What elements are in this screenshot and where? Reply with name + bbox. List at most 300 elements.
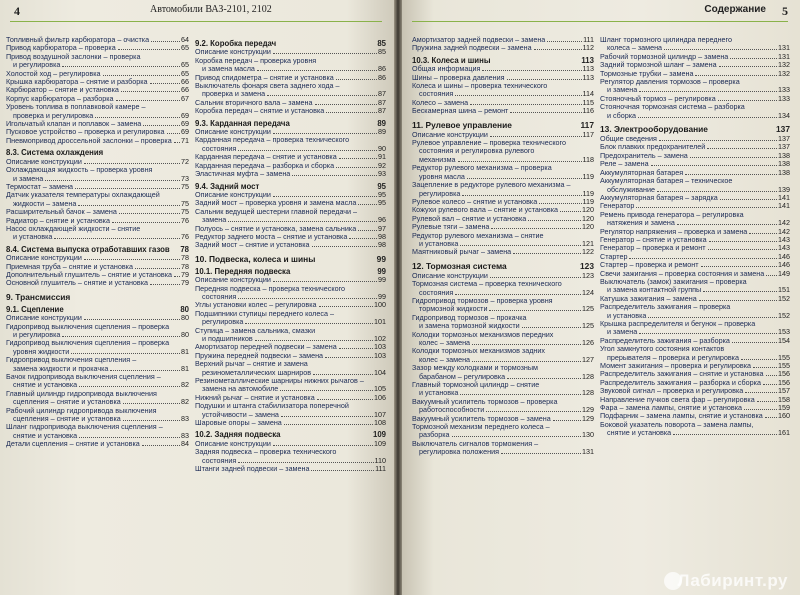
dot-leader (228, 221, 377, 222)
dot-leader (339, 348, 373, 349)
left-page (0, 0, 394, 595)
toc-page-number: 91 (378, 152, 386, 162)
dot-leader (763, 384, 777, 385)
toc-page-number: 160 (778, 411, 790, 421)
dot-leader (142, 445, 180, 446)
dot-leader (639, 333, 777, 334)
toc-entry (6, 440, 189, 448)
toc-page-number: 161 (778, 428, 790, 438)
dot-leader (539, 203, 581, 204)
toc-entry-title: 10.3. Колеса и шины (412, 55, 491, 65)
toc-entry-title: Предохранитель – замена (600, 150, 688, 160)
dot-leader (472, 344, 581, 345)
toc-entry-title: Рулевое управление – проверка технического (412, 138, 567, 148)
toc-entry-title: Корпус карбюратора – разборка (6, 93, 114, 103)
toc-entry-title: сцепления – снятие и установка (13, 397, 121, 407)
toc-entry-title: Приемная труба – снятие и установка (6, 261, 133, 271)
toc-entry-title: состояния (202, 291, 237, 301)
dot-leader (273, 196, 377, 197)
toc-entry-title: Рулевой вал – снятие и установка (412, 213, 527, 223)
dot-leader (462, 195, 581, 196)
dot-leader (273, 133, 377, 134)
dot-leader (151, 41, 180, 42)
dot-leader (273, 445, 373, 446)
dot-leader (62, 66, 180, 67)
toc-entry (6, 233, 189, 241)
toc-page-number: 95 (377, 181, 386, 191)
toc-entry-title: работоспособности (419, 405, 485, 415)
dot-leader (267, 95, 377, 96)
dot-leader (629, 258, 777, 259)
toc-page-number: 76 (181, 232, 189, 242)
toc-entry-title: Рулевые тяги – замена (412, 222, 490, 232)
toc-page-number: 89 (377, 118, 386, 128)
toc-entry-title: и замена масла (202, 64, 255, 74)
toc-entry-title: Верхний рычаг – снятие и замена (195, 359, 308, 369)
toc-page-number: 90 (378, 143, 386, 153)
dot-leader (522, 327, 581, 328)
dot-leader (116, 100, 180, 101)
toc-entry-title: Гидропривод выключения сцепления – проверка (6, 321, 170, 331)
dot-leader (534, 49, 582, 50)
dot-leader (741, 359, 777, 360)
toc-entry-title: и замена контактной группы (607, 285, 702, 295)
toc-page-number: 108 (374, 418, 386, 428)
dot-leader (311, 470, 374, 471)
toc-entry-title: Регулятор давления тормозов – проверка (600, 77, 740, 87)
dot-leader (695, 75, 777, 76)
toc-page-number: 98 (378, 231, 386, 241)
page-number-right: 5 (782, 4, 788, 18)
dot-leader (720, 199, 777, 200)
toc-page-number: 92 (378, 160, 386, 170)
toc-entry-title: Игольчатый клапан и поплавок – замена (6, 119, 142, 129)
toc-page-number: 72 (181, 156, 189, 166)
toc-page-number: 143 (778, 234, 790, 244)
toc-entry-title: Главный цилиндр гидропривода выключения (6, 388, 157, 398)
toc-page-number: 110 (374, 455, 386, 465)
toc-page-number: 87 (378, 97, 386, 107)
toc-entry (412, 448, 594, 456)
toc-entry-title: Вакуумный усилитель тормозов – проверка (412, 396, 558, 406)
toc-entry-title: 8.4. Система выпуска отработавших газов (6, 244, 170, 254)
toc-page-number: 75 (181, 207, 189, 217)
toc-entry-title: Коробка передач – снятие и установка (195, 106, 325, 116)
toc-entry-title: Звуковой сигнал – проверка и регулировка (600, 386, 744, 396)
toc-page-number: 75 (181, 198, 189, 208)
toc-page-number: 146 (778, 260, 790, 270)
toc-page-number: 137 (778, 142, 790, 152)
toc-page-number: 64 (181, 35, 189, 44)
toc-page-number: 134 (778, 110, 790, 120)
toc-entry-title: 10. Подвеска, колеса и шины (195, 253, 316, 264)
dot-leader (325, 357, 373, 358)
toc-entry-title: Уровень топлива в поплавковой камере – (6, 102, 146, 112)
toc-entry-title: и регулировка (13, 60, 61, 70)
toc-entry (195, 170, 386, 178)
toc-entry-title: 9.1. Сцепление (6, 304, 64, 314)
dot-leader (753, 367, 777, 368)
toc-entry-title: Тормозная система – проверка технического (412, 279, 562, 289)
toc-entry-title: Стартер – проверка и ремонт (600, 260, 699, 270)
toc-section-heading (195, 255, 386, 264)
toc-page-number: 97 (378, 223, 386, 233)
toc-page-number: 73 (181, 173, 189, 183)
dot-leader (45, 180, 180, 181)
toc-entry-title: состояния (419, 89, 454, 99)
toc-page-number: 152 (778, 293, 790, 303)
toc-page-number: 87 (378, 89, 386, 99)
toc-page-number: 155 (778, 352, 790, 362)
toc-entry (412, 107, 594, 115)
toc-entry-title: Бескамерная шина – ремонт (412, 106, 509, 116)
dot-leader (84, 163, 180, 164)
toc-entry-title: Полуось – снятие и установка, замена сальника (195, 223, 357, 233)
dot-leader (507, 378, 581, 379)
toc-page-number: 66 (181, 85, 189, 95)
toc-page-number: 154 (778, 335, 790, 345)
toc-entry-title: сцепления – снятие и установка (13, 414, 121, 424)
dot-leader (273, 281, 377, 282)
dot-leader (75, 188, 180, 189)
toc-entry-title: уровня жидкости (13, 346, 70, 356)
toc-entry-title: Ремень привода генератора – регулировка (600, 209, 744, 219)
dot-leader (470, 104, 581, 105)
toc-page-number: 123 (582, 270, 594, 280)
toc-page-number: 99 (376, 253, 386, 264)
toc-entry-title: Описание конструкции (195, 47, 271, 57)
toc-entry-title: проверка и регулировка (13, 110, 94, 120)
toc-entry-title: Топливный фильтр карбюратора – очистка (6, 35, 150, 44)
dot-leader (490, 136, 582, 137)
toc-entry-title: Карданная передача – проверка технического (195, 135, 350, 145)
toc-page-number: 75 (181, 181, 189, 191)
toc-page-number: 76 (181, 215, 189, 225)
toc-page-number: 109 (372, 430, 386, 440)
toc-entry-title: и замена тормозной жидкости (419, 321, 520, 331)
toc-page-number: 107 (374, 409, 386, 419)
toc-entry-title: 9. Трансмиссия (6, 291, 71, 302)
toc-entry-title: Описание конструкции (6, 156, 82, 166)
toc-page-number: 132 (778, 60, 790, 70)
toc-page-number: 65 (181, 43, 189, 53)
dot-leader (79, 437, 180, 438)
toc-page-number: 157 (778, 386, 790, 396)
toc-entry-title: 9.4. Задний мост (195, 181, 260, 191)
toc-entry-title: жидкости – замена (13, 198, 77, 208)
dot-leader (78, 205, 180, 206)
toc-page-number: 80 (180, 304, 189, 314)
toc-page-number: 93 (378, 169, 386, 179)
dot-leader (765, 417, 777, 418)
dot-leader (349, 238, 377, 239)
dot-leader (315, 104, 378, 105)
toc-page-number: 155 (778, 361, 790, 371)
toc-entry-title: Главный тормозной цилиндр – снятие (412, 380, 540, 390)
dot-leader (685, 174, 777, 175)
toc-entry-title: снятие и установка (13, 380, 78, 390)
dot-leader (490, 277, 581, 278)
toc-page-number: 149 (778, 268, 790, 278)
toc-entry-title: Боковой указатель поворота – замена лампы, (600, 419, 754, 429)
toc-entry-title: Пусковое устройство – проверка и регулировка (6, 127, 165, 137)
toc-entry (195, 419, 386, 427)
toc-page-number: 120 (582, 205, 594, 215)
toc-page-number: 119 (582, 188, 594, 198)
toc-entry-title: Угол замкнутого состояния контактов (600, 344, 725, 354)
toc-entry-title: механизма (419, 154, 456, 164)
toc-entry-title: Штанги задней подвески – замена (195, 464, 310, 474)
toc-entry-title: и установка (419, 388, 459, 398)
toc-page-number: 129 (582, 405, 594, 415)
toc-page-number: 89 (378, 127, 386, 137)
toc-entry-title: Ступица – замена сальника, смазки (195, 325, 316, 335)
dot-leader (358, 230, 377, 231)
toc-page-number: 98 (378, 240, 386, 250)
toc-page-number: 133 (778, 85, 790, 95)
toc-entry-title: Сальник ведущей шестерни главной передачи – (195, 206, 358, 216)
dot-leader (472, 361, 581, 362)
toc-page-number: 123 (580, 260, 594, 271)
toc-page-number: 100 (374, 300, 386, 310)
toc-entry-title: Кожухи рулевого вала – снятие и установка (412, 205, 559, 215)
toc-section-heading (6, 293, 189, 302)
dot-leader (719, 66, 777, 67)
dot-leader (482, 70, 581, 71)
toc-page-number: 79 (181, 269, 189, 279)
toc-page-number: 85 (377, 39, 386, 48)
book-gutter (394, 0, 402, 595)
toc-page-number: 99 (378, 291, 386, 301)
toc-entry-title: Направление пучков света фар – регулировка (600, 394, 755, 404)
dot-leader (292, 175, 377, 176)
running-header-right: Содержание (704, 4, 766, 15)
toc-page-number: 113 (581, 55, 594, 65)
toc-entry-title: Распределитель зажигания – проверка (600, 302, 731, 312)
toc-entry-title: замена на автомобиле (202, 384, 279, 394)
toc-page-number: 86 (378, 64, 386, 74)
toc-entry-title: прерывателя – проверка и регулировка (607, 352, 739, 362)
dot-leader (71, 353, 180, 354)
toc-entry-title: Аккумуляторная батарея – зарядка (600, 192, 718, 202)
toc-page-number: 153 (778, 327, 790, 337)
toc-entry-title: регулировка (202, 317, 244, 327)
toc-entry-title: Датчик указателя температуры охлаждающей (6, 190, 160, 200)
toc-entry-title: Рулевое колесо – снятие и установка (412, 196, 538, 206)
toc-entry (600, 244, 790, 252)
toc-entry-title: Задний мост – снятие и установка (195, 240, 310, 250)
toc-entry-title: Редуктор заднего моста – снятие и установка (195, 231, 348, 241)
toc-entry-title: Описание конструкции (6, 253, 82, 263)
toc-page-number: 142 (778, 226, 790, 236)
toc-page-number: 117 (580, 119, 594, 130)
dot-leader (491, 228, 581, 229)
toc-page-number: 83 (181, 430, 189, 440)
toc-entry-title: Пружина задней подвески – замена (412, 43, 532, 53)
toc-page-number: 156 (778, 377, 790, 387)
dot-leader (255, 340, 373, 341)
toc-page-number: 99 (378, 275, 386, 285)
toc-entry-title: Углы установки колес – регулировка (195, 300, 317, 310)
running-header-left: Автомобили ВАЗ-2101, 2102 (150, 4, 272, 15)
dot-leader (467, 178, 582, 179)
toc-entry-title: Вакуумный усилитель тормозов – замена (412, 413, 551, 423)
toc-entry-title: Подшипники ступицы переднего колеса – (195, 308, 334, 318)
toc-entry-title: Амортизатор передней подвески – замена (195, 342, 337, 352)
toc-page-number: 71 (181, 135, 189, 145)
dot-leader (636, 207, 777, 208)
toc-page-number: 121 (582, 238, 594, 248)
dot-leader (460, 394, 581, 395)
toc-page-number: 81 (181, 363, 189, 373)
toc-entry (6, 279, 189, 287)
toc-page-number: 82 (181, 380, 189, 390)
dot-leader (280, 390, 373, 391)
dot-leader (690, 157, 777, 158)
toc-entry-title: Задняя подвеска – проверка технического (195, 447, 337, 457)
toc-entry-title: 10.2. Задняя подвеска (195, 430, 281, 440)
dot-leader (95, 117, 180, 118)
dot-leader (707, 148, 777, 149)
toc-section-heading (412, 262, 594, 271)
dot-leader (123, 420, 180, 421)
toc-entry (412, 44, 594, 52)
toc-page-number: 86 (378, 72, 386, 82)
toc-entry-title: Дополнительный глушитель – снятие и установка (6, 269, 173, 279)
dot-leader (460, 245, 581, 246)
dot-leader (513, 253, 581, 254)
dot-leader (455, 294, 581, 295)
dot-leader (699, 300, 777, 301)
toc-entry-title: Холостой ход – регулировка (6, 68, 101, 78)
toc-entry-title: Гидропривод выключения сцепления – проверка (6, 338, 170, 348)
toc-page-number: 116 (582, 106, 594, 116)
dot-leader (528, 220, 581, 221)
dot-leader (648, 317, 777, 318)
dot-leader (639, 91, 777, 92)
toc-entry-title: состояния (202, 143, 237, 153)
toc-page-number: 137 (778, 134, 790, 144)
toc-entry (6, 137, 189, 145)
toc-page-number: 79 (181, 278, 189, 288)
toc-entry-title: Аккумуляторная батарея – техническое (600, 176, 733, 186)
toc-page-number: 122 (582, 247, 594, 257)
toc-entry-title: Генератор – проверка и ремонт (600, 243, 706, 253)
toc-entry (412, 248, 594, 256)
dot-leader (766, 375, 777, 376)
toc-entry-title: Сальник вторичного вала – замена (195, 97, 313, 107)
toc-page-number: 84 (181, 439, 189, 449)
toc-entry-title: Гидропривод выключения сцепления – (6, 355, 137, 365)
dot-leader (62, 336, 180, 337)
toc-entry-title: Редуктор рулевого механизма – проверка (412, 163, 552, 173)
dot-leader (319, 306, 373, 307)
toc-column-left-2 (195, 36, 386, 474)
toc-entry-title: Коробка передач – проверка уровня (195, 55, 317, 65)
toc-entry-title: Описание конструкции (195, 127, 271, 137)
toc-entry-title: Нижний рычаг – снятие и установка (195, 392, 315, 402)
dot-leader (281, 416, 373, 417)
toc-page-number: 127 (582, 354, 594, 364)
dot-leader (458, 161, 582, 162)
toc-entry-title: Карданная передача – разборка и сборка (195, 160, 335, 170)
toc-entry-title: и замена (607, 85, 638, 95)
toc-page-number: 152 (778, 310, 790, 320)
toc-page-number: 124 (582, 287, 594, 297)
toc-page-number: 81 (181, 346, 189, 356)
toc-entry-title: замена (202, 215, 227, 225)
header-rule (10, 21, 382, 22)
toc-page-number: 96 (378, 215, 386, 225)
toc-entry-title: 8.3. Система охлаждения (6, 148, 104, 158)
toc-page-number: 137 (776, 124, 790, 135)
toc-entry-title: Описание конструкции (412, 129, 488, 139)
toc-entry-title: Карбюратор – снятие и установка (6, 85, 119, 95)
toc-entry-title: Генератор – снятие и установка (600, 234, 707, 244)
toc-page-number: 130 (582, 430, 594, 440)
dot-leader (284, 424, 373, 425)
dot-leader (312, 246, 377, 247)
toc-page-number: 133 (778, 93, 790, 103)
toc-entry-title: снятие и установка (607, 428, 672, 438)
dot-leader (238, 462, 373, 463)
toc-entry-title: Зазор между колодками и тормозным (412, 363, 538, 373)
toc-entry-title: Зацепление в редукторе рулевого механизма – (412, 180, 571, 190)
toc-entry-title: состояния (419, 287, 454, 297)
dot-leader (336, 167, 377, 168)
toc-entry-title: снятие и установка (13, 430, 78, 440)
toc-page-number: 126 (582, 338, 594, 347)
toc-page-number: 69 (181, 119, 189, 129)
toc-entry-title: Привод карбюратора – проверка (6, 43, 116, 53)
toc-page-number: 66 (181, 77, 189, 87)
toc-entry-title: регулировка положения (419, 447, 499, 457)
toc-entry-title: 10.1. Передняя подвеска (195, 266, 291, 276)
toc-entry-title: Генератор (600, 201, 635, 211)
toc-page-number: 80 (181, 330, 189, 339)
toc-entry-title: Распределитель зажигания – снятие и установка (600, 369, 764, 379)
toc-entry-title: Шины – проверка давления (412, 72, 505, 82)
toc-entry-title: и сборка (607, 110, 637, 120)
toc-page-number: 67 (181, 93, 189, 103)
dot-leader (257, 70, 377, 71)
toc-entry-title: Колеса и шины – проверка технического (412, 81, 548, 91)
dot-leader (84, 319, 180, 320)
toc-page-number: 111 (375, 464, 386, 474)
toc-page-number: 118 (582, 154, 594, 164)
dot-leader (749, 233, 777, 234)
toc-page-number: 146 (778, 251, 790, 261)
toc-page-number: 117 (582, 129, 594, 139)
dot-leader (486, 411, 581, 412)
dot-leader (238, 150, 377, 151)
dot-leader (744, 409, 777, 410)
toc-page-number: 112 (582, 43, 594, 53)
dot-leader (677, 224, 777, 225)
dot-leader (103, 75, 180, 76)
toc-entry-title: Детали сцепления – снятие и установка (6, 439, 140, 449)
dot-leader (174, 142, 180, 143)
toc-entry-title: состояния (202, 455, 237, 465)
toc-entry-title: и установка (607, 310, 647, 320)
dot-leader (313, 374, 373, 375)
toc-entry-title: Описание конструкции (6, 313, 82, 323)
toc-entry-title: 9.3. Карданная передача (195, 118, 290, 128)
dot-leader (174, 276, 180, 277)
toc-page-number: 102 (374, 334, 386, 343)
toc-page-number: 105 (374, 384, 386, 394)
toc-entry-title: уровня масла (419, 171, 465, 181)
